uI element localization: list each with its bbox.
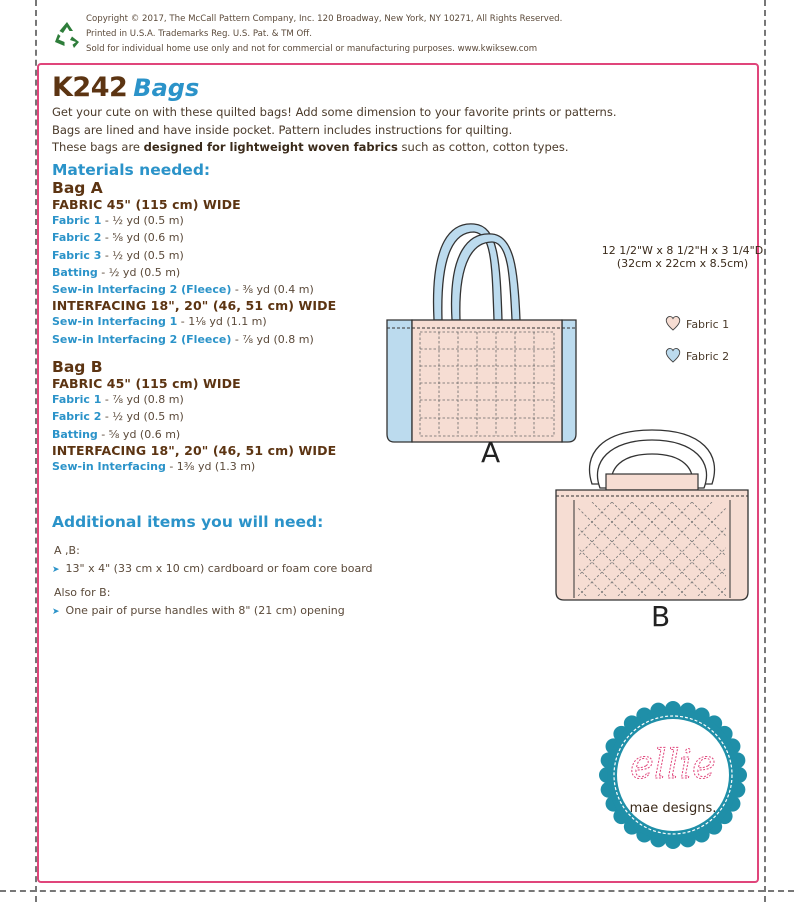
ellie-mae-designs-logo xyxy=(598,700,748,850)
material-amount: - ½ yd (0.5 m) xyxy=(101,410,184,424)
additional-group-label: Also for B: xyxy=(54,586,111,599)
dimensions-imperial: 12 1/2"W x 8 1/2"H x 3 1/4"D xyxy=(601,244,764,257)
material-label: Fabric 2 xyxy=(52,231,102,245)
additional-item: ➤ One pair of purse handles with 8" (21 cm) opening xyxy=(52,604,345,617)
material-line xyxy=(52,229,336,246)
arrow-icon: ➤ xyxy=(52,565,60,575)
svg-text:ellie: ellie xyxy=(630,742,716,788)
cut-line-bottom xyxy=(0,890,794,892)
material-amount: - ⅜ yd (0.4 m) xyxy=(231,283,314,297)
material-amount: - ⅞ yd (0.8 m) xyxy=(101,393,184,407)
additional-items-heading: Additional items you will need: xyxy=(52,513,324,531)
material-label: Sew-in Interfacing 2 (Fleece) xyxy=(52,332,232,346)
view-a-label: A xyxy=(481,436,501,469)
additional-group-label: A ,B: xyxy=(54,544,80,557)
copyright-line: Copyright © 2017, The McCall Pattern Company, Inc. 120 Broadway, New York, NY 10271, All Rights Reserved. xyxy=(86,14,563,24)
material-line xyxy=(52,264,336,281)
fabric1-legend-label: Fabric 1 xyxy=(686,318,730,331)
material-label: Fabric 1 xyxy=(52,393,102,407)
intro-line: These bags are designed for lightweight woven fabrics such as cotton, cotton types. xyxy=(52,140,569,154)
bag-a-heading: Bag A xyxy=(52,179,103,197)
material-label: Batting xyxy=(52,265,98,279)
material-line xyxy=(52,458,336,475)
view-b-label: B xyxy=(651,600,671,633)
material-amount: - ⅝ yd (0.6 m) xyxy=(97,427,181,441)
material-line xyxy=(52,391,336,408)
dimensions-metric: (32cm x 22cm x 8.5cm) xyxy=(616,256,749,270)
bag-a-fabric-heading: FABRIC 45" (115 cm) WIDE xyxy=(52,197,241,212)
material-amount: - 1⅛ yd (1.1 m) xyxy=(177,315,267,329)
fabric2-legend-label: Fabric 2 xyxy=(686,350,730,363)
materials-section xyxy=(52,161,336,475)
material-amount: - ½ yd (0.5 m) xyxy=(101,248,184,262)
cut-line-right xyxy=(764,0,766,902)
copyright-line: Printed in U.S.A. Trademarks Reg. U.S. Pat. & TM Off. xyxy=(86,29,312,39)
material-label: Batting xyxy=(52,427,98,441)
recycle-icon xyxy=(52,20,82,50)
material-amount: - ½ yd (0.5 m) xyxy=(101,214,184,227)
material-line xyxy=(52,331,336,348)
material-label: Sew-in Interfacing xyxy=(52,459,166,473)
pattern-name: Bags xyxy=(133,74,200,102)
additional-items-list xyxy=(52,542,373,620)
additional-item: ➤ 13" x 4" (33 cm x 10 cm) cardboard or foam core board xyxy=(52,562,373,575)
intro-line: Bags are lined and have inside pocket. Pattern includes instructions for quilting. xyxy=(52,122,513,137)
fabric1-heart-icon xyxy=(664,314,682,332)
material-line xyxy=(52,247,336,264)
fabric2-heart-icon xyxy=(664,346,682,364)
bag-a-interfacing-heading: INTERFACING 18", 20" (46, 51 cm) WIDE xyxy=(52,298,337,314)
svg-text:mae designs.: mae designs. xyxy=(629,801,717,816)
material-amount: - ⅝ yd (0.6 m) xyxy=(101,231,184,245)
material-amount: - ⅞ yd (0.8 m) xyxy=(231,332,314,346)
material-line xyxy=(52,212,336,229)
material-label: Fabric 3 xyxy=(52,248,102,262)
material-amount: - 1⅜ yd (1.3 m) xyxy=(165,459,256,473)
material-amount: - ½ yd (0.5 m) xyxy=(97,265,181,279)
material-line xyxy=(52,313,336,330)
bag-b-heading: Bag B xyxy=(52,358,103,377)
copyright-notice xyxy=(86,12,562,57)
bag-b-interfacing-heading: INTERFACING 18", 20" (46, 51 cm) WIDE xyxy=(52,442,337,458)
intro-line: Get your cute on with these quilted bags! Add some dimension to your favorite prints or patterns. xyxy=(52,105,617,119)
material-label: Fabric 2 xyxy=(52,410,102,424)
pattern-title xyxy=(52,72,199,103)
material-line xyxy=(52,408,336,425)
materials-heading: Materials needed: xyxy=(52,161,211,179)
copyright-line: Sold for individual home use only and not for commercial or manufacturing purposes. www.kwiksew.com xyxy=(86,44,538,54)
dimensions-text xyxy=(585,245,780,270)
material-line xyxy=(52,281,336,298)
material-label: Sew-in Interfacing 1 xyxy=(52,315,178,329)
material-label: Fabric 1 xyxy=(52,214,102,227)
arrow-icon: ➤ xyxy=(52,607,60,617)
intro-text xyxy=(52,104,616,157)
material-label: Sew-in Interfacing 2 (Fleece) xyxy=(52,283,232,297)
pattern-code: K242 xyxy=(52,72,128,103)
bag-b-illustration xyxy=(552,424,752,604)
material-line xyxy=(52,426,336,443)
bag-b-fabric-heading: FABRIC 45" (115 cm) WIDE xyxy=(52,376,241,392)
